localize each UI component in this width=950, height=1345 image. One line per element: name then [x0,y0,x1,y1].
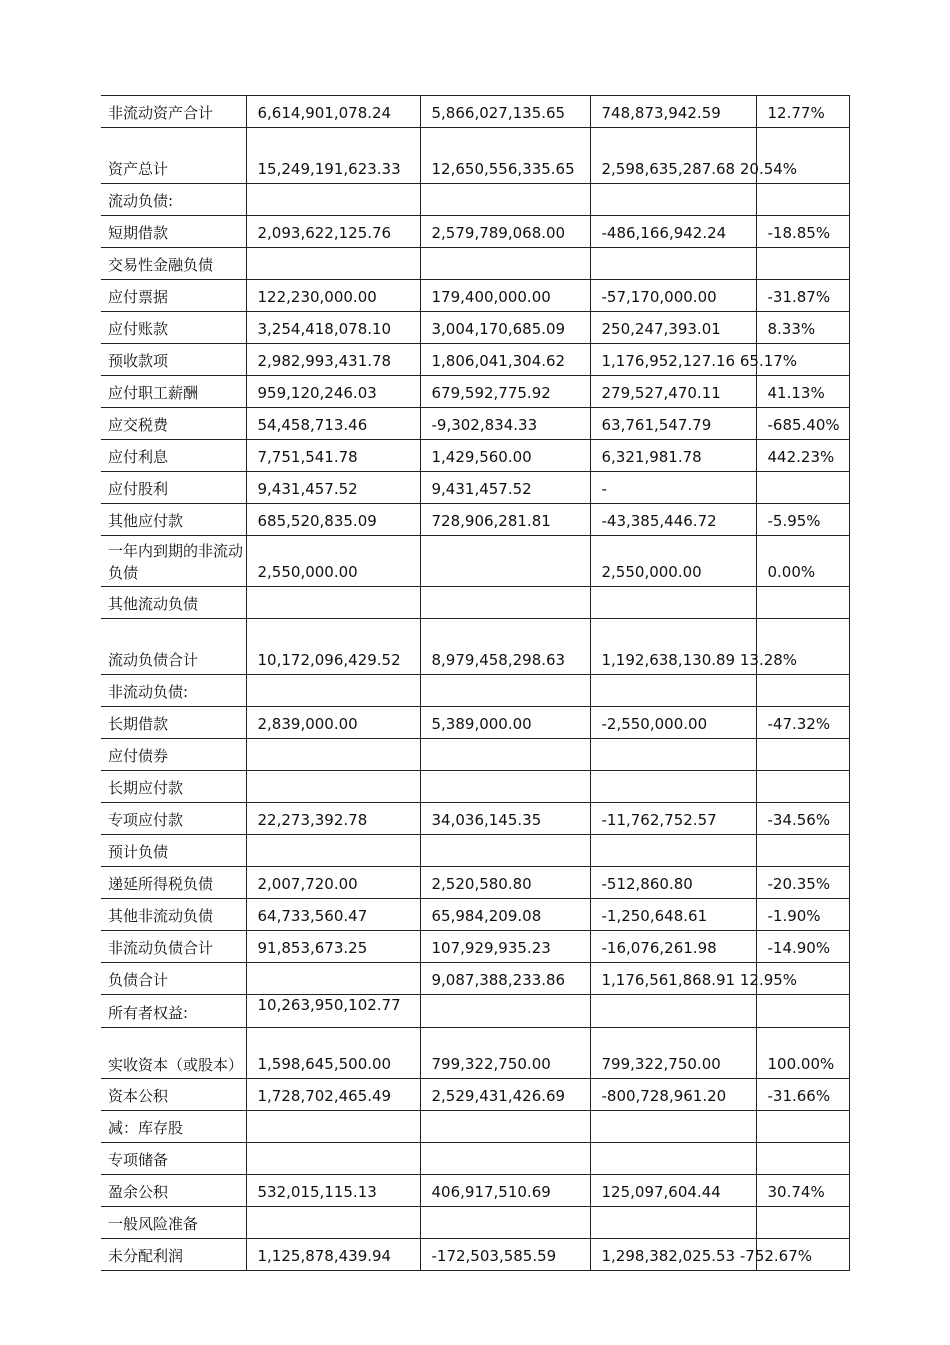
table-cell: 799,322,750.00 [590,1028,756,1079]
table-cell: 5,866,027,135.65 [420,96,590,128]
table-cell: 532,015,115.13 [246,1175,420,1207]
table-cell [246,248,420,280]
table-cell: -1,250,648.61 [590,899,756,931]
table-cell [420,739,590,771]
table-cell [756,184,849,216]
table-cell [246,587,420,619]
table-cell: 7,751,541.78 [246,440,420,472]
table-cell: 2,529,431,426.69 [420,1079,590,1111]
row-label: 长期应付款 [101,771,246,803]
row-label: 预计负债 [101,835,246,867]
row-label: 非流动资产合计 [101,96,246,128]
table-cell [420,835,590,867]
table-cell [756,472,849,504]
table-cell [756,995,849,1028]
table-cell [590,835,756,867]
table-row [101,707,849,739]
table-cell: -43,385,446.72 [590,504,756,536]
table-cell: 1,192,638,130.89 13.28% [590,619,756,675]
table-cell: 34,036,145.35 [420,803,590,835]
table-cell [756,1143,849,1175]
table-row [101,344,849,376]
table-cell: 3,004,170,685.09 [420,312,590,344]
table-cell: 1,598,645,500.00 [246,1028,420,1079]
row-label: 专项储备 [101,1143,246,1175]
table-cell [590,248,756,280]
row-label: 应付债券 [101,739,246,771]
table-cell: 5,389,000.00 [420,707,590,739]
table-cell [590,771,756,803]
table-cell: 2,982,993,431.78 [246,344,420,376]
table-cell [246,739,420,771]
table-cell: 279,527,470.11 [590,376,756,408]
table-cell: 799,322,750.00 [420,1028,590,1079]
table-cell [246,1111,420,1143]
row-label: 减：库存股 [101,1111,246,1143]
table-cell [246,771,420,803]
table-row [101,899,849,931]
table-cell: -31.87% [756,280,849,312]
table-cell: 679,592,775.92 [420,376,590,408]
table-row [101,128,849,184]
table-cell: 959,120,246.03 [246,376,420,408]
table-cell: 2,579,789,068.00 [420,216,590,248]
table-cell [756,675,849,707]
table-cell: 2,550,000.00 [246,536,420,587]
table-cell: 179,400,000.00 [420,280,590,312]
row-label: 应付利息 [101,440,246,472]
table-cell: -512,860.80 [590,867,756,899]
table-row [101,1079,849,1111]
table-cell: 250,247,393.01 [590,312,756,344]
table-cell: 6,614,901,078.24 [246,96,420,128]
table-cell [420,1111,590,1143]
table-cell: -486,166,942.24 [590,216,756,248]
table-row [101,280,849,312]
table-cell [756,587,849,619]
table-cell: 2,007,720.00 [246,867,420,899]
table-cell [590,995,756,1028]
table-row [101,963,849,995]
table-row [101,312,849,344]
row-label: 应交税费 [101,408,246,440]
table-cell: -34.56% [756,803,849,835]
table-cell: 748,873,942.59 [590,96,756,128]
row-label: 负债合计 [101,963,246,995]
row-label: 其他流动负债 [101,587,246,619]
table-cell [420,771,590,803]
row-label: 盈余公积 [101,1175,246,1207]
table-cell [420,184,590,216]
table-cell: 10,263,950,102.77 [246,995,420,1028]
row-label: 应付账款 [101,312,246,344]
row-label: 交易性金融负债 [101,248,246,280]
row-label: 其他非流动负债 [101,899,246,931]
table-cell [246,184,420,216]
table-cell: 91,853,673.25 [246,931,420,963]
table-cell [756,1207,849,1239]
table-cell: 64,733,560.47 [246,899,420,931]
table-cell [756,739,849,771]
table-cell [420,536,590,587]
table-cell [756,248,849,280]
row-label: 长期借款 [101,707,246,739]
table-cell: -16,076,261.98 [590,931,756,963]
table-cell: 2,520,580.80 [420,867,590,899]
table-cell: 442.23% [756,440,849,472]
table-cell [590,184,756,216]
table-row [101,376,849,408]
table-row [101,1239,849,1271]
table-cell: 2,839,000.00 [246,707,420,739]
table-cell [420,675,590,707]
table-row [101,771,849,803]
row-label: 资本公积 [101,1079,246,1111]
row-label: 预收款项 [101,344,246,376]
table-cell [590,587,756,619]
table-cell: 30.74% [756,1175,849,1207]
table-row [101,1175,849,1207]
table-row [101,472,849,504]
row-label: 应付职工薪酬 [101,376,246,408]
row-label: 递延所得税负债 [101,867,246,899]
table-row [101,675,849,707]
table-row [101,803,849,835]
row-label: 一年内到期的非流动负债 [101,536,246,587]
table-cell: -18.85% [756,216,849,248]
table-cell: 63,761,547.79 [590,408,756,440]
table-cell: 9,087,388,233.86 [420,963,590,995]
table-cell: 1,728,702,465.49 [246,1079,420,1111]
table-cell [590,1143,756,1175]
row-label: 一般风险准备 [101,1207,246,1239]
table-row [101,835,849,867]
table-cell: 6,321,981.78 [590,440,756,472]
table-cell [420,587,590,619]
table-row [101,504,849,536]
table-cell: 2,550,000.00 [590,536,756,587]
table-row [101,587,849,619]
table-cell [756,771,849,803]
table-cell: 125,097,604.44 [590,1175,756,1207]
table-row [101,1207,849,1239]
table-cell: 54,458,713.46 [246,408,420,440]
table-cell: 2,093,622,125.76 [246,216,420,248]
table-cell [590,1111,756,1143]
table-row [101,248,849,280]
table-cell: 9,431,457.52 [246,472,420,504]
table-cell: 0.00% [756,536,849,587]
table-cell: -31.66% [756,1079,849,1111]
table-cell: 1,176,561,868.91 12.95% [590,963,756,995]
table-row [101,440,849,472]
table-cell: -57,170,000.00 [590,280,756,312]
table-cell [756,1111,849,1143]
row-label: 所有者权益: [101,995,246,1028]
table-row [101,536,849,587]
row-label: 非流动负债合计 [101,931,246,963]
table-cell: -172,503,585.59 [420,1239,590,1271]
table-cell: 1,429,560.00 [420,440,590,472]
table-cell: -2,550,000.00 [590,707,756,739]
table-cell [246,835,420,867]
table-cell: 2,598,635,287.68 20.54% [590,128,756,184]
row-label: 非流动负债: [101,675,246,707]
table-cell: -20.35% [756,867,849,899]
table-cell: -47.32% [756,707,849,739]
row-label: 实收资本（或股本） [101,1028,246,1079]
table-row [101,739,849,771]
table-row [101,1143,849,1175]
table-cell [590,1207,756,1239]
table-cell: 10,172,096,429.52 [246,619,420,675]
table-row [101,96,849,128]
table-cell: -1.90% [756,899,849,931]
row-label: 应付票据 [101,280,246,312]
table-cell: -800,728,961.20 [590,1079,756,1111]
table-cell: 41.13% [756,376,849,408]
table-cell: 8.33% [756,312,849,344]
table-cell: 1,176,952,127.16 65.17% [590,344,756,376]
table-row [101,619,849,675]
table-row [101,216,849,248]
table-cell: 685,520,835.09 [246,504,420,536]
table-cell [420,248,590,280]
row-label: 短期借款 [101,216,246,248]
table-cell: -9,302,834.33 [420,408,590,440]
table-cell [420,1143,590,1175]
row-label: 资产总计 [101,128,246,184]
table-cell: -5.95% [756,504,849,536]
balance-sheet-table [101,95,850,1271]
table-cell [246,675,420,707]
row-label: 流动负债合计 [101,619,246,675]
table-cell [246,1207,420,1239]
table-cell: 15,249,191,623.33 [246,128,420,184]
table-cell [246,963,420,995]
table-cell [590,675,756,707]
row-label: 其他应付款 [101,504,246,536]
table-cell: -11,762,752.57 [590,803,756,835]
table-cell [756,835,849,867]
table-row [101,1111,849,1143]
table-row [101,408,849,440]
table-cell: 12.77% [756,96,849,128]
table-cell: 107,929,935.23 [420,931,590,963]
table-cell: 1,125,878,439.94 [246,1239,420,1271]
table-cell: 12,650,556,335.65 [420,128,590,184]
table-row [101,995,849,1028]
table-cell: - [590,472,756,504]
table-cell: -685.40% [756,408,849,440]
table-cell: 65,984,209.08 [420,899,590,931]
table-cell: -14.90% [756,931,849,963]
row-label: 专项应付款 [101,803,246,835]
row-label: 应付股利 [101,472,246,504]
row-label: 流动负债: [101,184,246,216]
table-cell [420,1207,590,1239]
table-cell [246,1143,420,1175]
table-row [101,184,849,216]
table-cell: 728,906,281.81 [420,504,590,536]
table-cell [420,995,590,1028]
table-cell: 8,979,458,298.63 [420,619,590,675]
table-cell: 122,230,000.00 [246,280,420,312]
table-row [101,1028,849,1079]
table-row [101,867,849,899]
table-cell: 1,298,382,025.53 -752.67% [590,1239,756,1271]
row-label: 未分配利润 [101,1239,246,1271]
table-cell [590,739,756,771]
table-row [101,931,849,963]
table-cell: 9,431,457.52 [420,472,590,504]
table-cell: 3,254,418,078.10 [246,312,420,344]
table-cell: 22,273,392.78 [246,803,420,835]
table-cell: 1,806,041,304.62 [420,344,590,376]
table-cell: 100.00% [756,1028,849,1079]
table-cell: 406,917,510.69 [420,1175,590,1207]
